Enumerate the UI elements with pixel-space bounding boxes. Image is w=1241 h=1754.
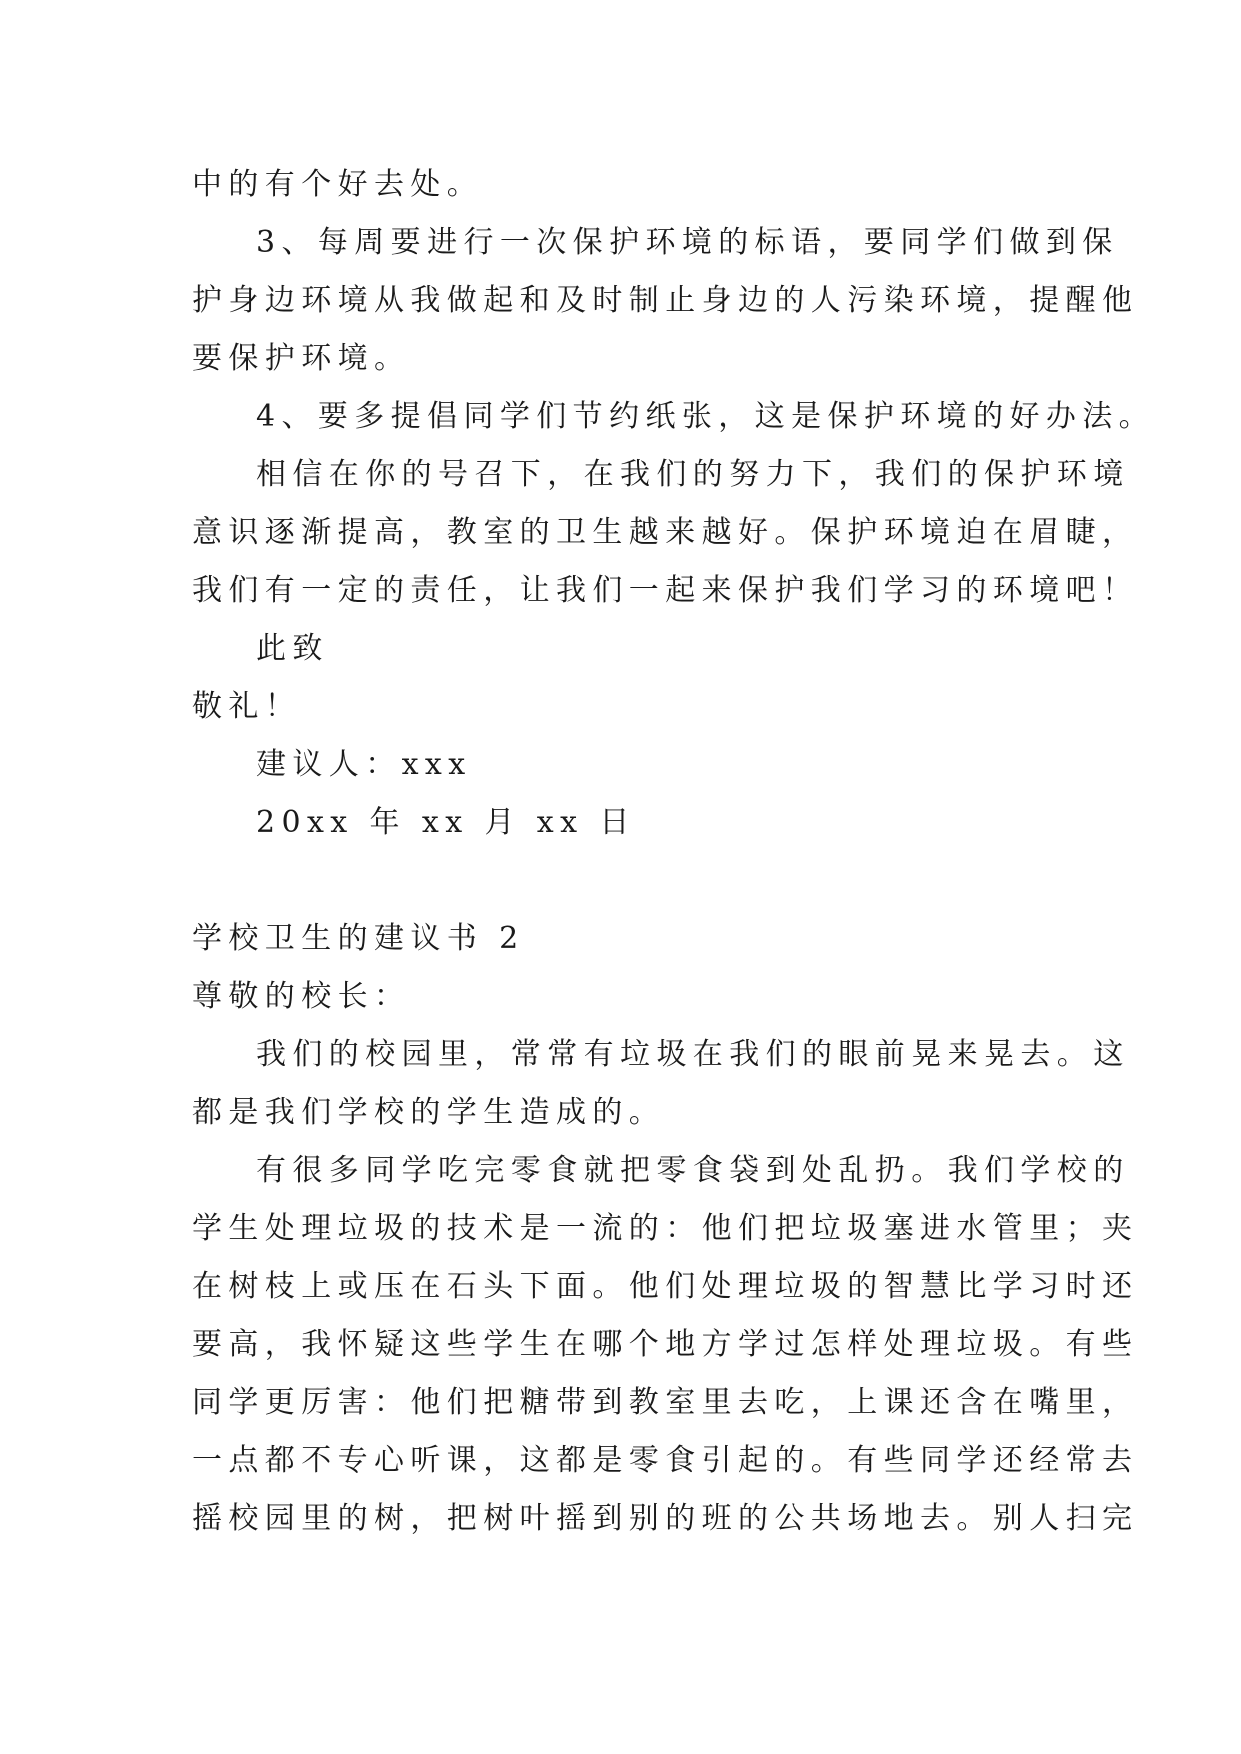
paragraph-line: 相信在你的号召下，在我们的努力下，我们的保护环境: [256, 457, 1130, 492]
closing-salutation: 此致: [256, 631, 329, 666]
section-title: 学校卫生的建议书 2: [192, 921, 525, 956]
signature-line: 建议人：xxx: [256, 747, 472, 782]
paragraph-line: 护身边环境从我做起和及时制止身边的人污染环境，提醒他: [192, 283, 1139, 318]
paragraph-line: 一点都不专心听课，这都是零食引起的。有些同学还经常去: [192, 1443, 1139, 1478]
paragraph-line: 意识逐渐提高，教室的卫生越来越好。保护环境迫在眉睫，: [192, 515, 1139, 550]
paragraph-line: 在树枝上或压在石头下面。他们处理垃圾的智慧比学习时还: [192, 1269, 1139, 1304]
list-item-3: 3、每周要进行一次保护环境的标语，要同学们做到保: [256, 225, 1119, 260]
paragraph-line: 摇校园里的树，把树叶摇到别的班的公共场地去。别人扫完: [192, 1501, 1139, 1536]
paragraph-line: 我们的校园里，常常有垃圾在我们的眼前晃来晃去。这: [256, 1037, 1130, 1072]
date-line: 20xx 年 xx 月 xx 日: [256, 805, 636, 840]
paragraph-line: 同学更厉害：他们把糖带到教室里去吃，上课还含在嘴里，: [192, 1385, 1139, 1420]
paragraph-line: 中的有个好去处。: [192, 167, 484, 202]
list-item-4: 4、要多提倡同学们节约纸张，这是保护环境的好办法。: [256, 399, 1156, 434]
paragraph-line: 要高，我怀疑这些学生在哪个地方学过怎样处理垃圾。有些: [192, 1327, 1139, 1362]
paragraph-line: 学生处理垃圾的技术是一流的：他们把垃圾塞进水管里；夹: [192, 1211, 1139, 1246]
paragraph-line: 有很多同学吃完零食就把零食袋到处乱扔。我们学校的: [256, 1153, 1130, 1188]
paragraph-line: 我们有一定的责任，让我们一起来保护我们学习的环境吧！: [192, 573, 1139, 608]
closing-regards: 敬礼！: [192, 689, 302, 724]
greeting-line: 尊敬的校长：: [192, 979, 411, 1014]
paragraph-line: 都是我们学校的学生造成的。: [192, 1095, 666, 1130]
paragraph-line: 要保护环境。: [192, 341, 411, 376]
